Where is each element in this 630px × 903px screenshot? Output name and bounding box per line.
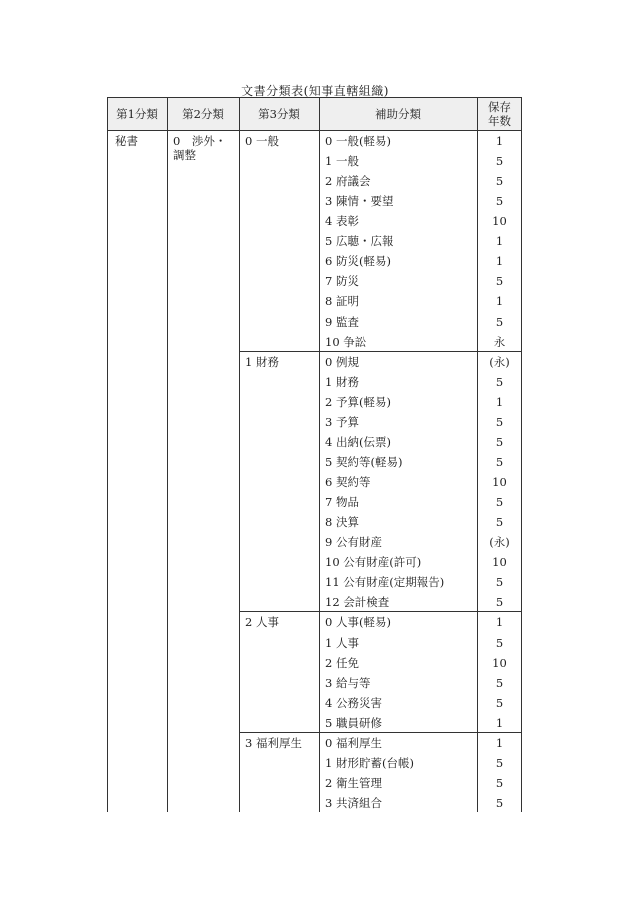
retention-years: 5 [495,575,504,590]
category-3-label: 0 一般 [245,134,279,148]
retention-years: (永) [489,535,510,550]
retention-years: 10 [492,475,507,490]
retention-years: 5 [495,174,504,189]
header-divider [107,130,522,131]
retention-years: 5 [495,314,504,329]
group-divider [239,351,522,352]
sub-category-name: 3 給与等 [325,675,371,690]
retention-years: 5 [495,194,504,209]
group-divider [239,611,522,612]
sub-category-name: 11 公有財産(定期報告) [325,575,445,590]
category-1-label: 秘書 [115,134,138,148]
category-2-label: 0 渉外・調整 [173,134,227,162]
retention-years: 5 [495,454,504,469]
header-category-3: 第3分類 [258,107,300,121]
sub-category-name: 1 一般 [325,154,359,169]
header-retention-years: 保存年数 [488,100,511,128]
sub-category-name: 9 監査 [325,314,359,329]
sub-category-name: 1 財務 [325,374,359,389]
sub-category-name: 2 衛生管理 [325,775,382,790]
retention-years: 5 [495,274,504,289]
retention-years: 1 [495,735,504,750]
sub-category-name: 4 公務災害 [325,695,382,710]
retention-years: (永) [489,354,510,369]
sub-category-name: 1 財形貯蓄(台帳) [325,755,414,770]
retention-years: 5 [495,434,504,449]
sub-category-name: 2 予算(軽易) [325,394,391,409]
sub-category-name: 4 出納(伝票) [325,434,391,449]
sub-category-name: 2 任免 [325,655,359,670]
retention-years: 1 [495,394,504,409]
sub-category-name: 5 契約等(軽易) [325,454,403,469]
retention-years: 5 [495,795,504,810]
document-classification-table [107,97,522,812]
retention-years: 10 [492,655,507,670]
sub-category-name: 3 陳情・要望 [325,194,394,209]
retention-years: 5 [495,755,504,770]
retention-years: 1 [495,134,504,148]
sub-category-name: 0 福利厚生 [325,735,382,750]
retention-years: 5 [495,374,504,389]
sub-category-name: 10 公有財産(許可) [325,555,422,570]
retention-years: 10 [492,555,507,570]
border [107,98,108,812]
group-divider [239,732,522,733]
category-3-label: 2 人事 [245,615,279,630]
border [167,98,168,812]
sub-category-name: 3 予算 [325,414,359,429]
sub-category-name: 1 人事 [325,635,359,650]
sub-category-name: 0 例規 [325,354,359,369]
sub-category-name: 7 防災 [325,274,359,289]
sub-category-name: 0 一般(軽易) [325,134,391,148]
sub-category-name: 5 広聴・広報 [325,234,394,249]
sub-category-name: 8 証明 [325,294,359,309]
retention-years: 1 [495,615,504,630]
retention-years: 1 [495,234,504,249]
sub-category-name: 10 争訟 [325,334,367,349]
sub-category-name: 9 公有財産 [325,535,382,550]
retention-years: 1 [495,715,504,730]
retention-years: 5 [495,154,504,169]
border [319,98,320,812]
retention-years: 5 [495,675,504,690]
header-category-1: 第1分類 [116,107,158,121]
category-3-label: 1 財務 [245,354,279,369]
retention-years: 1 [495,294,504,309]
retention-years: 5 [495,414,504,429]
retention-years: 5 [495,515,504,530]
retention-years: 5 [495,775,504,790]
sub-category-name: 12 会計検査 [325,595,390,610]
retention-years: 5 [495,595,504,610]
header-sub-category: 補助分類 [375,107,421,121]
retention-years: 1 [495,254,504,269]
retention-years: 5 [495,695,504,710]
sub-category-name: 0 人事(軽易) [325,615,391,630]
sub-category-name: 3 共済組合 [325,795,382,810]
sub-category-name: 4 表彰 [325,214,359,229]
retention-years: 10 [492,214,507,229]
retention-years: 5 [495,635,504,650]
sub-category-name: 2 府議会 [325,174,371,189]
border [239,98,240,812]
sub-category-name: 6 防災(軽易) [325,254,391,269]
sub-category-name: 7 物品 [325,495,359,510]
retention-years: 永 [493,334,506,349]
sub-category-name: 8 決算 [325,515,359,530]
header-category-2: 第2分類 [182,107,224,121]
sub-category-name: 6 契約等 [325,475,371,490]
retention-years: 5 [495,495,504,510]
category-3-label: 3 福利厚生 [245,735,302,750]
sub-category-name: 5 職員研修 [325,715,382,730]
page-title: 文書分類表(知事直轄組織) [241,84,389,98]
